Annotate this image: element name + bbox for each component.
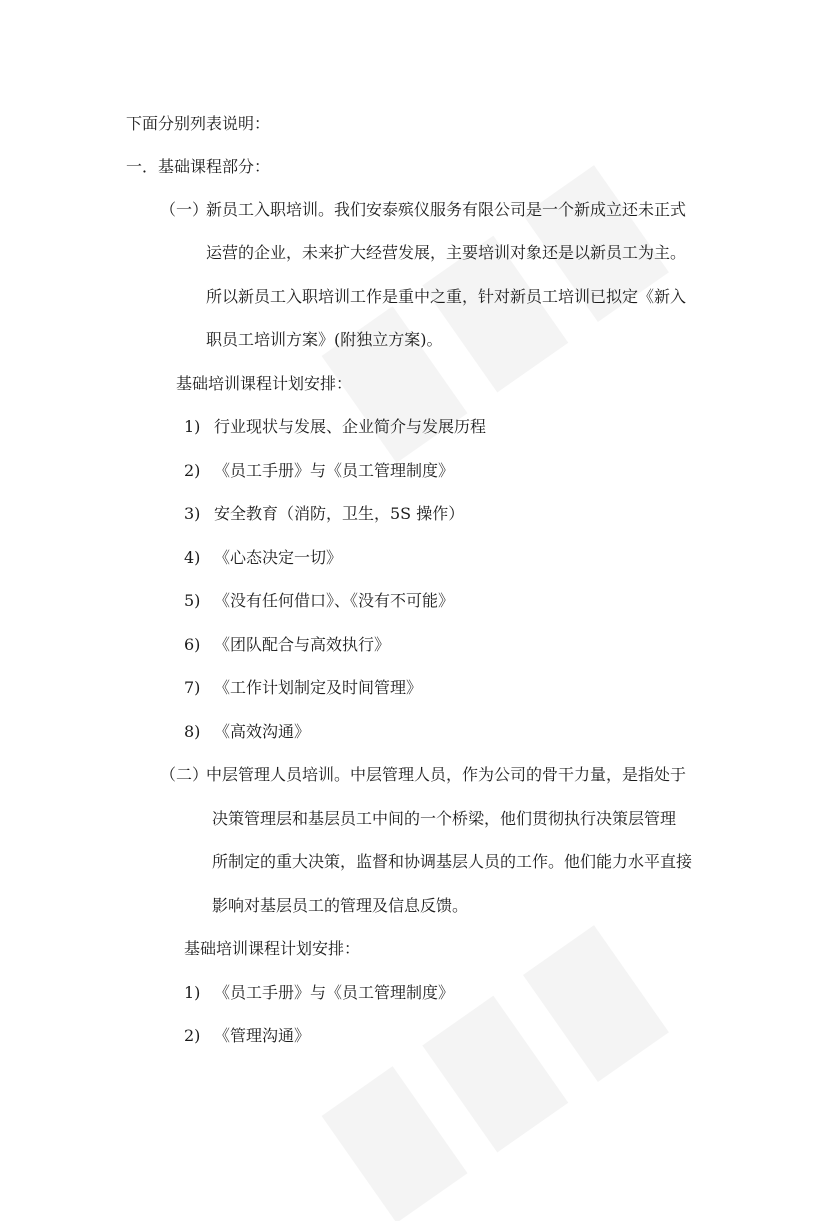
list-item-text: 《没有任何借口》、《没有不可能》 (214, 591, 455, 610)
list-item (184, 635, 390, 655)
part1-paragraph-line: 职员工培训方案》(附独立方案)。 (206, 330, 443, 349)
part1-paragraph-line: 新员工入职培训。我们安泰殡仪服务有限公司是一个新成立还未正式 (206, 200, 687, 219)
list-item (184, 461, 454, 481)
list-item-text: 安全教育（消防，卫生，5S 操作） (214, 504, 465, 523)
list-item-number: 1) (184, 417, 201, 436)
section-title: 一．基础课程部分： (126, 157, 271, 176)
watermark (323, 927, 667, 1221)
part2-marker: （二） (160, 765, 209, 784)
list-item (184, 504, 464, 524)
list-item (184, 678, 422, 698)
list-item-text: 《员工手册》与《员工管理制度》 (214, 983, 455, 1002)
list-item-number: 4) (184, 548, 201, 567)
list-item (184, 417, 486, 437)
list-item (184, 591, 454, 611)
intro-text: 下面分别列表说明： (126, 114, 271, 133)
part1-paragraph-line: 运营的企业，未来扩大经营发展，主要培训对象还是以新员工为主。 (206, 243, 687, 262)
list-item (184, 548, 342, 568)
list-item-number: 3) (184, 504, 201, 523)
list-item-number: 5) (184, 591, 201, 610)
list-item (184, 1026, 310, 1046)
list-item-text: 《管理沟通》 (214, 1026, 311, 1045)
part2-paragraph-line: 所制定的重大决策，监督和协调基层人员的工作。他们能力水平直接 (212, 852, 693, 871)
list-item (184, 983, 454, 1003)
list-item-number: 1) (184, 983, 201, 1002)
list-item-text: 《心态决定一切》 (214, 548, 343, 567)
list-item-text: 行业现状与发展、企业简介与发展历程 (214, 417, 487, 436)
list-item-number: 6) (184, 635, 201, 654)
part1-plan-title: 基础培训课程计划安排： (176, 374, 353, 393)
list-item-text: 《团队配合与高效执行》 (214, 635, 391, 654)
list-item (184, 722, 310, 742)
part1-paragraph-line: 所以新员工入职培训工作是重中之重，针对新员工培训已拟定《新入 (206, 287, 687, 306)
part2-plan-title: 基础培训课程计划安排： (184, 939, 361, 958)
part2-paragraph-line: 影响对基层员工的管理及信息反馈。 (212, 896, 469, 915)
list-item-number: 2) (184, 1026, 201, 1045)
list-item-text: 《高效沟通》 (214, 722, 311, 741)
part1-marker: （一） (160, 200, 209, 219)
list-item-number: 7) (184, 678, 201, 697)
part2-paragraph-line: 决策管理层和基层员工中间的一个桥梁，他们贯彻执行决策层管理 (212, 809, 677, 828)
list-item-number: 8) (184, 722, 201, 741)
part2-paragraph-line: 中层管理人员培训。中层管理人员，作为公司的骨干力量，是指处于 (206, 765, 687, 784)
list-item-text: 《员工手册》与《员工管理制度》 (214, 461, 455, 480)
list-item-text: 《工作计划制定及时间管理》 (214, 678, 423, 697)
list-item-number: 2) (184, 461, 201, 480)
